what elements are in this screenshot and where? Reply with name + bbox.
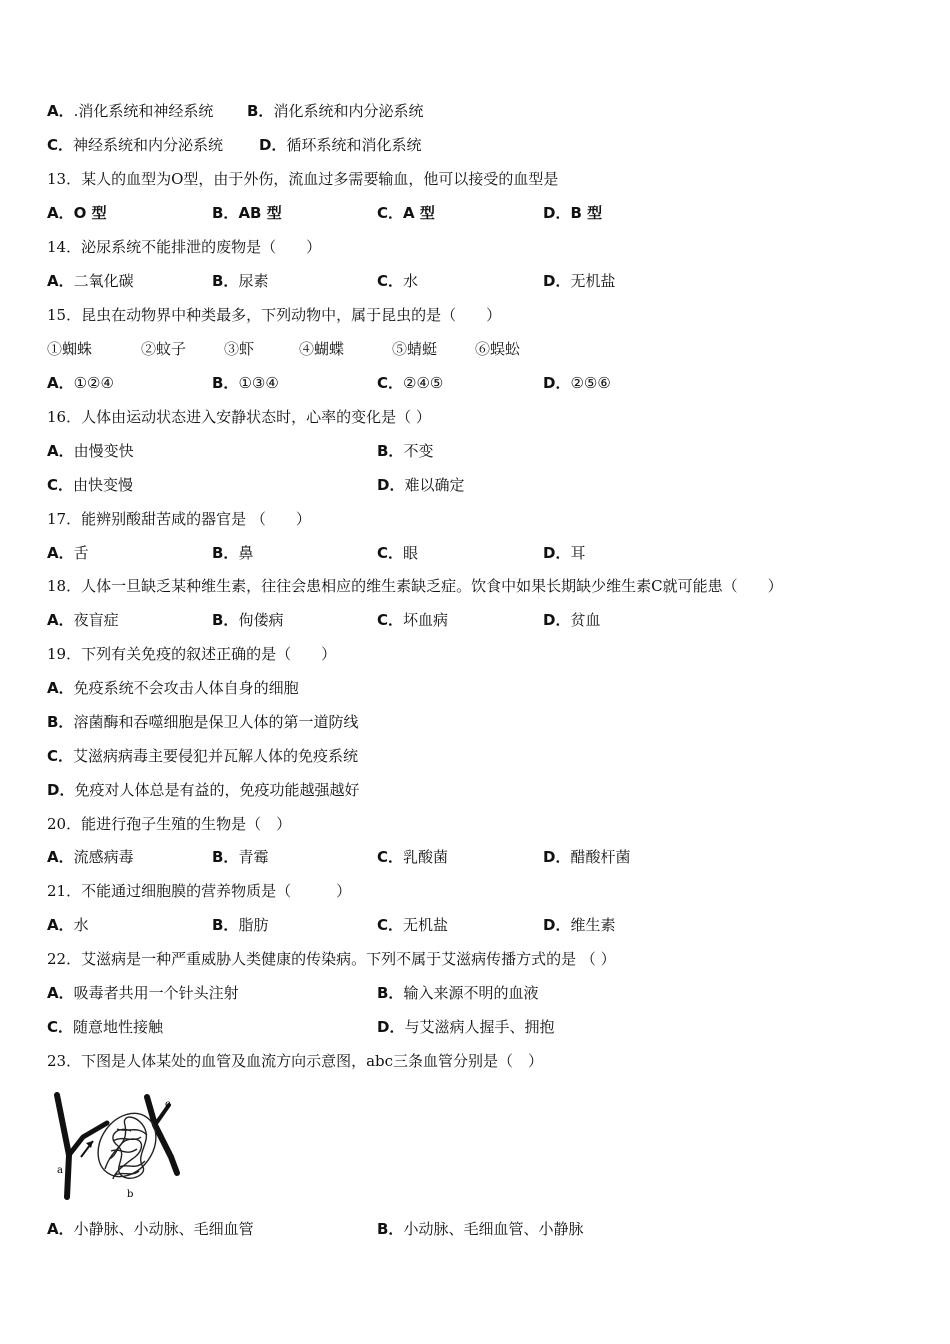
- q17-stem: 17．能辨别酸甜苦咸的器官是 （ ）: [47, 510, 311, 528]
- q22-stem: 22．艾滋病是一种严重威胁人类健康的传染病。下列不属于艾滋病传播方式的是 （ ）: [47, 950, 616, 968]
- q20-option-a: 流感病毒: [73, 848, 134, 866]
- q13-option-d: B 型: [570, 204, 603, 222]
- q20-option-d: 醋酸杆菌: [570, 848, 631, 866]
- q17-option-c: 眼: [403, 544, 419, 562]
- q15-option-c: ②④⑤: [403, 374, 444, 392]
- q21-option-b: 脂肪: [238, 916, 269, 934]
- q19-option-d: 免疫对人体总是有益的，免疫功能越强越好: [74, 781, 360, 799]
- q16-option-c: 由快变慢: [73, 476, 134, 494]
- exam-page: A．.消化系统和神经系统 B．消化系统和内分泌系统 C．神经系统和内分泌系统 D．循环系统和消化系统 13．某人的血型为O型，由于外伤，流血过多需要输血，他可以接受的血型是 A．O 型 B．AB 型 C．A 型 D．B 型 14．泌尿系统不能排泄的废物是（ ） A．二氧化碳 B．尿素 C．水 D．无机盐 15．昆虫在动物界中种类最多，下列动物中，属于昆虫的是（ ） ①蜘蛛 ②蚊子 ③虾 ④蝴蝶 ⑤蜻蜓 ⑥蜈蚣 A．①②④ B．①③④ C．②④⑤ D．②⑤⑥ 16．人体由运动状态进入安静状态时，心率的变化是（ ） A．由慢变快 B．不变 C．由快变慢 D．难以确定 17．能辨别酸甜苦咸的器官是 （ ） A．舌 B．鼻 C．眼 D．耳 18．人体一旦缺乏某种维生素，往往会患相应的维生素缺乏症。饮食中如果长期缺少维生素C就可能患（ ） A．夜盲症 B．佝偻病 C．坏血病 D．贫血 19．下列有关免疫的叙述正确的是（ ） A．免疫系统不会攻击人体自身的细胞 B．溶菌酶和吞噬细胞是保卫人体的第一道防线 C．艾滋病病毒主要侵犯并瓦解人体的免疫系统 D．免疫对人体总是有益的，免疫功能越强越好 20．能进行孢子生殖的生物是（ ） A．流感病毒 B．青霉 C．乳酸菌 D．醋酸杆菌 21．不能通过细胞膜的营养物质是（ ） A．水 B．脂肪 C．无机盐 D．维生素 22．艾滋病是一种严重威胁人类健康的传染病。下列不属于艾滋病传播方式的是 （ ） A．吸毒者共用一个针头注射 B．输入来源不明的血液 C．随意地性接触 D．与艾滋病人握手、拥抱 23．下图是人体某处的血管及血流方向示意图，abc三条血管分别是（ ） a b c A．小静脉、小动脉、毛细血管 B．小动脉、毛细血管、小静脉: [47, 102, 783, 1238]
- q12-option-c: 神经系统和内分泌系统: [73, 136, 224, 154]
- q12-option-d-wrap: D．循环系统和消化系统: [259, 136, 422, 154]
- q15-stem: 15．昆虫在动物界中种类最多，下列动物中，属于昆虫的是（ ）: [47, 306, 502, 324]
- q17-option-d: 耳: [570, 544, 586, 562]
- q15-item-6: ⑥蜈蚣: [475, 340, 521, 358]
- q15-option-a: ①②④: [73, 374, 114, 392]
- q15-item-5: ⑤蜻蜓: [392, 340, 438, 358]
- q22-option-d: 与艾滋病人握手、拥抱: [404, 1018, 555, 1036]
- q12-option-b-wrap: B．消化系统和内分泌系统: [247, 102, 424, 120]
- q14-stem: 14．泌尿系统不能排泄的废物是（ ）: [47, 238, 322, 256]
- q13-stem: 13．某人的血型为O型，由于外伤，流血过多需要输血，他可以接受的血型是: [47, 170, 559, 188]
- q21-option-c: 无机盐: [403, 916, 449, 934]
- q19-option-c: 艾滋病病毒主要侵犯并瓦解人体的免疫系统: [73, 747, 359, 765]
- q15-item-2: ②蚊子: [141, 340, 187, 358]
- q13-option-c: A 型: [403, 204, 435, 222]
- q22-option-c: 随意地性接触: [73, 1018, 164, 1036]
- figure-label-c: c: [165, 1099, 171, 1110]
- q15-item-4: ④蝴蝶: [299, 340, 345, 358]
- q22-option-b: 输入来源不明的血液: [403, 984, 539, 1002]
- q18-option-d: 贫血: [570, 611, 601, 629]
- q23-stem: 23．下图是人体某处的血管及血流方向示意图，abc三条血管分别是（ ）: [47, 1052, 544, 1070]
- q18-option-c: 坏血病: [403, 611, 449, 629]
- figure-label-a: a: [57, 1165, 63, 1176]
- q13-option-a: O 型: [73, 204, 107, 222]
- q19-option-c-row: C．艾滋病病毒主要侵犯并瓦解人体的免疫系统: [47, 747, 359, 765]
- q17-option-b: 鼻: [238, 544, 254, 562]
- q16-option-b: 不变: [403, 442, 434, 460]
- q19-option-a: 免疫系统不会攻击人体自身的细胞: [73, 679, 299, 697]
- q14-option-c: 水: [403, 272, 419, 290]
- q18-stem: 18．人体一旦缺乏某种维生素，往往会患相应的维生素缺乏症。饮食中如果长期缺少维生素C就可能患（ ）: [47, 577, 783, 595]
- q12-options-row-2: C．神经系统和内分泌系统 D．循环系统和消化系统: [47, 136, 422, 154]
- blood-vessel-figure: [47, 1085, 182, 1203]
- q18-option-b: 佝偻病: [238, 611, 284, 629]
- q17-option-a: 舌: [73, 544, 89, 562]
- q22-option-a: 吸毒者共用一个针头注射: [73, 984, 239, 1002]
- q12-option-d: 循环系统和消化系统: [286, 136, 422, 154]
- q14-option-b: 尿素: [238, 272, 269, 290]
- q12-options-row-1: [47, 100, 424, 122]
- figure-label-b: b: [127, 1189, 134, 1200]
- q23-option-b: 小动脉、毛细血管、小静脉: [403, 1220, 584, 1238]
- q14-option-a: 二氧化碳: [73, 272, 134, 290]
- q14-option-d: 无机盐: [570, 272, 616, 290]
- q18-option-a: 夜盲症: [73, 611, 119, 629]
- q20-option-c: 乳酸菌: [403, 848, 449, 866]
- q15-option-d: ②⑤⑥: [570, 374, 611, 392]
- q23-option-a: 小静脉、小动脉、毛细血管: [73, 1220, 254, 1238]
- q13-option-b: AB 型: [238, 204, 282, 222]
- q16-option-a: 由慢变快: [73, 442, 134, 460]
- q21-option-d: 维生素: [570, 916, 616, 934]
- q19-option-b: 溶菌酶和吞噬细胞是保卫人体的第一道防线: [73, 713, 359, 731]
- q15-option-b: ①③④: [238, 374, 279, 392]
- q12-option-b: 消化系统和内分泌系统: [273, 102, 424, 120]
- blood-vessel-diagram: [47, 1085, 182, 1203]
- option-label: A．: [47, 102, 74, 120]
- q16-option-d: 难以确定: [404, 476, 465, 494]
- q21-stem: 21．不能通过细胞膜的营养物质是（ ）: [47, 882, 352, 900]
- vessel-a: [57, 1095, 69, 1197]
- q19-option-a-row: A．免疫系统不会攻击人体自身的细胞: [47, 679, 299, 697]
- q21-option-a: 水: [73, 916, 89, 934]
- capillary-network: [86, 1102, 168, 1188]
- q12-option-a: .消化系统和神经系统: [73, 102, 214, 120]
- q20-stem: 20．能进行孢子生殖的生物是（ ）: [47, 815, 292, 833]
- q19-option-b-row: B．溶菌酶和吞噬细胞是保卫人体的第一道防线: [47, 713, 359, 731]
- vessel-c: [147, 1097, 177, 1173]
- q19-stem: 19．下列有关免疫的叙述正确的是（ ）: [47, 645, 337, 663]
- q15-item-3: ③虾: [224, 340, 255, 358]
- q20-option-b: 青霉: [238, 848, 269, 866]
- q19-option-d-row: D．免疫对人体总是有益的，免疫功能越强越好: [47, 781, 360, 799]
- q16-stem: 16．人体由运动状态进入安静状态时，心率的变化是（ ）: [47, 408, 431, 426]
- q15-item-1: ①蜘蛛: [47, 340, 93, 358]
